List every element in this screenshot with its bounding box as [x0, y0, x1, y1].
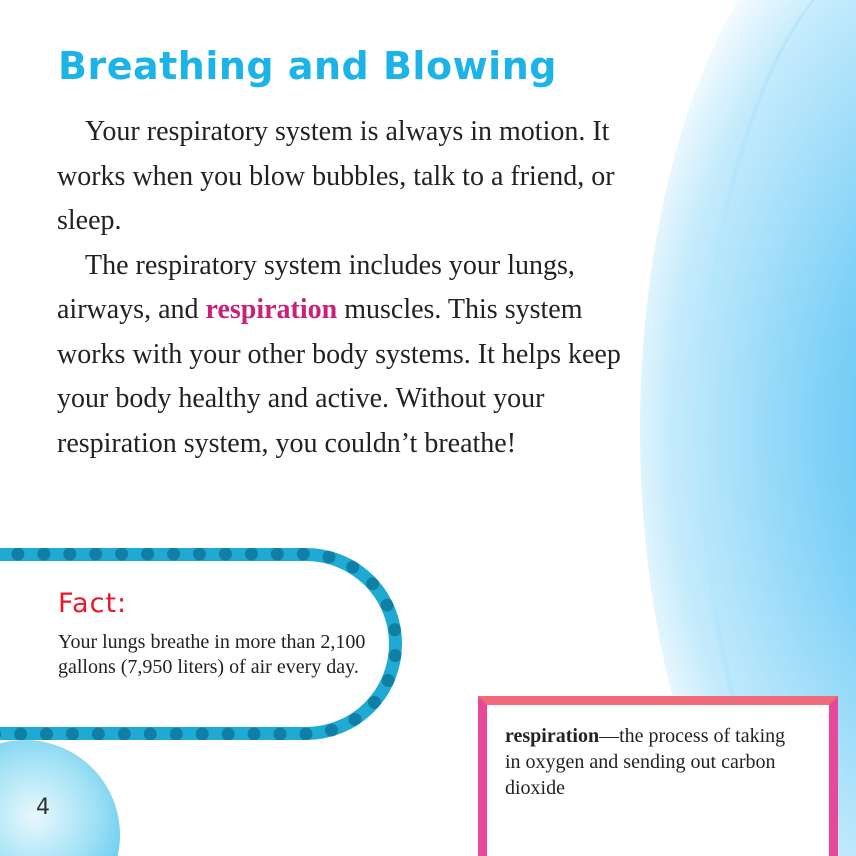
paragraph-1: Your respiratory system is always in motion. It works when you blow bubbles, talk to a friend, or sleep.	[57, 116, 615, 236]
page-number-bubble	[0, 740, 120, 856]
fact-text: Your lungs breathe in more than 2,100 gallons (7,950 liters) of air every day.	[58, 631, 366, 678]
paragraph-2-after: muscles. This system works with your other body systems. It helps keep your body healthy and active. Without your respiration system, you couldn’t breathe!	[57, 294, 621, 459]
page-number: 4	[36, 795, 50, 820]
glossary-box	[478, 696, 838, 856]
paragraph-2-before: The respiratory system includes your lungs, airways, and	[57, 249, 575, 325]
glossary-entry	[487, 705, 805, 801]
body-text	[57, 110, 657, 466]
keyword-respiration: respiration	[205, 294, 338, 325]
glossary-definition: —the process of taking in oxygen and sending out carbon dioxide	[505, 725, 786, 799]
page-title: Breathing and Blowing	[58, 44, 557, 88]
paragraph-2	[57, 244, 657, 467]
fact-heading: Fact:	[58, 588, 128, 619]
glossary-term: respiration	[505, 725, 600, 747]
